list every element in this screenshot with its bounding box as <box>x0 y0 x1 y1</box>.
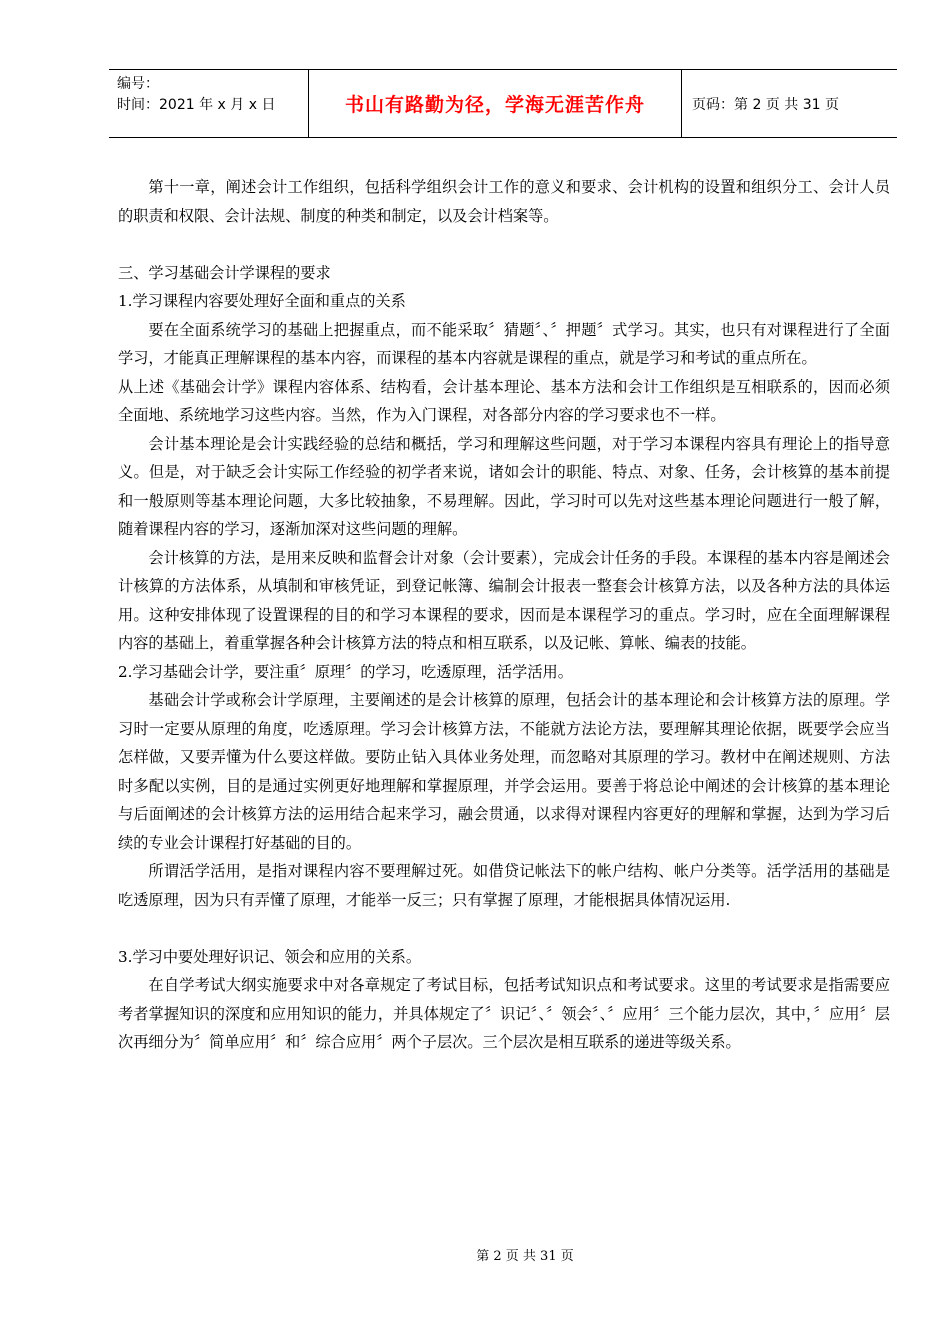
subsection-heading: 3.学习中要处理好识记、领会和应用的关系。 <box>118 947 422 966</box>
paragraph: 会计基本理论是会计实践经验的总结和概括，学习和理解这些问题，对于学习本课程内容具有理论上的指导意义。但是，对于缺乏会计实际工作经验的初学者来说，诸如会计的职能、特点、对象、任务，会计核算的基本前提和一般原则等基本理论问题，大多比较抽象，不易理解。因此，学习时可以先对这些基本理论问题进行一般了解，随着课程内容的学习，逐渐加深对这些问题的理解。 <box>118 434 890 538</box>
paragraph: 所谓活学活用，是指对课程内容不要理解过死。如借贷记帐法下的帐户结构、帐户分类等。活学活用的基础是吃透原理，因为只有弄懂了原理，才能举一反三；只有掌握了原理，才能根据具体情况运用. <box>118 862 890 909</box>
paragraph: 基础会计学或称会计学原理，主要阐述的是会计核算的原理，包括会计的基本理论和会计核算方法的原理。学习时一定要从原理的角度，吃透原理。学习会计核算方法，不能就方法论方法，要理解其理论依据，既要学会应当怎样做，又要弄懂为什么要这样做。要防止钻入具体业务处理，而忽略对其原理的学习。教材中在阐述规则、方法时多配以实例，目的是通过实例更好地理解和掌握原理，并学会运用。要善于将总论中阐述的会计核算的基本理论与后面阐述的会计核算方法的运用结合起来学习，融会贯通，以求得对课程内容更好的理解和掌握，达到为学习后续的专业会计课程打好基础的目的。 <box>118 691 890 852</box>
header-page-code: 页码：第 2 页 共 31 页 <box>692 96 839 113</box>
page-footer <box>0 1245 950 1264</box>
header-motto: 书山有路勤为径，学海无涯苦作舟 <box>309 70 682 137</box>
paragraph: 在自学考试大纲实施要求中对各章规定了考试目标，包括考试知识点和考试要求。这里的考试要求是指需要应考者掌握知识的深度和应用知识的能力，并具体规定了〞识记〞、〞领会〞、〞应用〞三个能力层次，其中，〞应用〞层次再细分为〞简单应用〞和〞综合应用〞两个子层次。三个层次是相互联系的递进等级关系。 <box>118 976 890 1051</box>
header-meta-cell <box>109 70 309 137</box>
spacer <box>118 230 890 259</box>
subsection-heading: 2.学习基础会计学，要注重〞原理〞的学习，吃透原理，活学活用。 <box>118 662 573 681</box>
paragraph: 从上述《基础会计学》课程内容体系、结构看，会计基本理论、基本方法和会计工作组织是互相联系的，因而必须全面地、系统地学习这些内容。当然，作为入门课程，对各部分内容的学习要求也不一样。 <box>118 377 890 424</box>
header-table <box>109 69 897 138</box>
paragraph: 要在全面系统学习的基础上把握重点，而不能采取〞猜题〞、〞押题〞式学习。其实，也只有对课程进行了全面学习，才能真正理解课程的基本内容，而课程的基本内容就是课程的重点，就是学习和考试的重点所在。 <box>118 320 890 367</box>
paragraph: 第十一章，阐述会计工作组织，包括科学组织会计工作的意义和要求、会计机构的设置和组织分工、会计人员的职责和权限、会计法规、制度的种类和制定，以及会计档案等。 <box>118 178 890 225</box>
document-body <box>118 173 890 1057</box>
spacer <box>118 914 890 943</box>
time-label: 时间：2021 年 x 月 x 日 <box>117 97 276 113</box>
paragraph: 会计核算的方法，是用来反映和监督会计对象（会计要素），完成会计任务的手段。本课程的基本内容是阐述会计核算的方法体系，从填制和审核凭证，到登记帐簿、编制会计报表一整套会计核算方法，以及各种方法的具体运用。这种安排体现了设置课程的目的和学习本课程的要求，因而是本课程学习的重点。学习时，应在全面理解课程内容的基础上，着重掌握各种会计核算方法的特点和相互联系，以及记帐、算帐、编表的技能。 <box>118 548 890 652</box>
subsection-heading: 1.学习课程内容要处理好全面和重点的关系 <box>118 292 406 310</box>
section-heading: 三、学习基础会计学课程的要求 <box>118 263 331 282</box>
number-label: 编号： <box>117 76 159 92</box>
footer-page-info: 第 2 页 共 31 页 <box>476 1249 574 1264</box>
